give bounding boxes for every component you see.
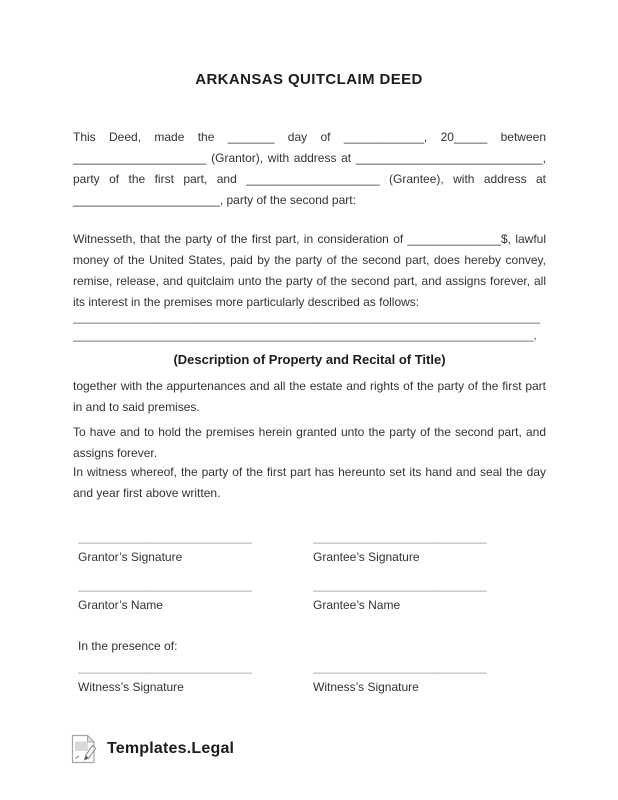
grantor-signature-block — [78, 528, 293, 568]
grantee-signature-label: Grantee’s Signature — [313, 550, 420, 564]
text-line: assigns forever. — [73, 446, 158, 460]
in-witness-paragraph — [73, 462, 546, 504]
grantor-name-block — [78, 576, 293, 616]
text-line: In witness whereof, the party of the first part has hereunto set its hand and seal the day — [73, 465, 546, 479]
brand-name: Templates.Legal — [107, 740, 235, 757]
grantee-name-label: Grantee’s Name — [313, 598, 401, 612]
text-line: ______________________, party of the second part: — [73, 193, 356, 207]
witness-signature-label: Witness’s Signature — [78, 680, 184, 694]
text-line: remise, release, and quitclaim unto the party of the second part, and assigns forever, all — [73, 274, 546, 288]
signature-row — [78, 528, 545, 576]
grantor-signature-label: Grantor’s Signature — [78, 550, 183, 564]
presence-label: In the presence of: — [78, 639, 178, 653]
together-paragraph — [73, 376, 546, 418]
text-line: party of the first part, and ____________________ (Grantee), with address at — [73, 172, 546, 186]
property-description-blank-line-1: ______________________________________________________________________ — [73, 310, 541, 324]
text-line: its interest in the premises more particularly described as follows: — [73, 295, 420, 309]
description-heading: (Description of Property and Recital of Title) — [173, 352, 446, 367]
text-line: To have and to hold the premises herein granted unto the party of the second part, and — [73, 425, 546, 439]
text-line: Witnesseth, that the party of the first part, in consideration of ______________$, lawful — [73, 232, 546, 246]
witness-signature-block-1 — [78, 658, 293, 698]
text-line: and year first above written. — [73, 486, 221, 500]
brand-logo — [70, 733, 234, 765]
to-have-paragraph — [73, 422, 546, 464]
grantee-signature-block — [313, 528, 528, 568]
witness-signature-label: Witness’s Signature — [313, 680, 419, 694]
grantee-name-block — [313, 576, 528, 616]
text-line: ____________________ (Grantor), with address at ____________________________, — [73, 151, 546, 165]
grantor-name-line: __________________________ — [78, 578, 252, 592]
grantee-name-line: __________________________ — [313, 578, 487, 592]
document-pen-icon — [70, 734, 97, 764]
witness-signature-line: __________________________ — [78, 660, 252, 674]
text-line: This Deed, made the _______ day of ____________, 20_____ between — [73, 130, 546, 144]
document-title: ARKANSAS QUITCLAIM DEED — [195, 71, 423, 88]
text-line: in and to said premises. — [73, 400, 200, 414]
property-description-blank-line-2: _____________________________________________________________________, — [73, 328, 537, 342]
grantor-signature-line: __________________________ — [78, 530, 252, 544]
grantor-name-label: Grantor’s Name — [78, 598, 163, 612]
witness-signature-block-2 — [313, 658, 528, 698]
text-line: money of the United States, paid by the party of the second part, does hereby convey, — [73, 253, 546, 267]
witnesseth-paragraph — [73, 229, 546, 313]
grantee-signature-line: __________________________ — [313, 530, 487, 544]
opening-paragraph — [73, 127, 546, 211]
witness-signature-line: __________________________ — [313, 660, 487, 674]
name-row — [78, 576, 545, 624]
text-line: together with the appurtenances and all the estate and rights of the party of the first part — [73, 379, 546, 393]
witness-row — [78, 658, 545, 706]
